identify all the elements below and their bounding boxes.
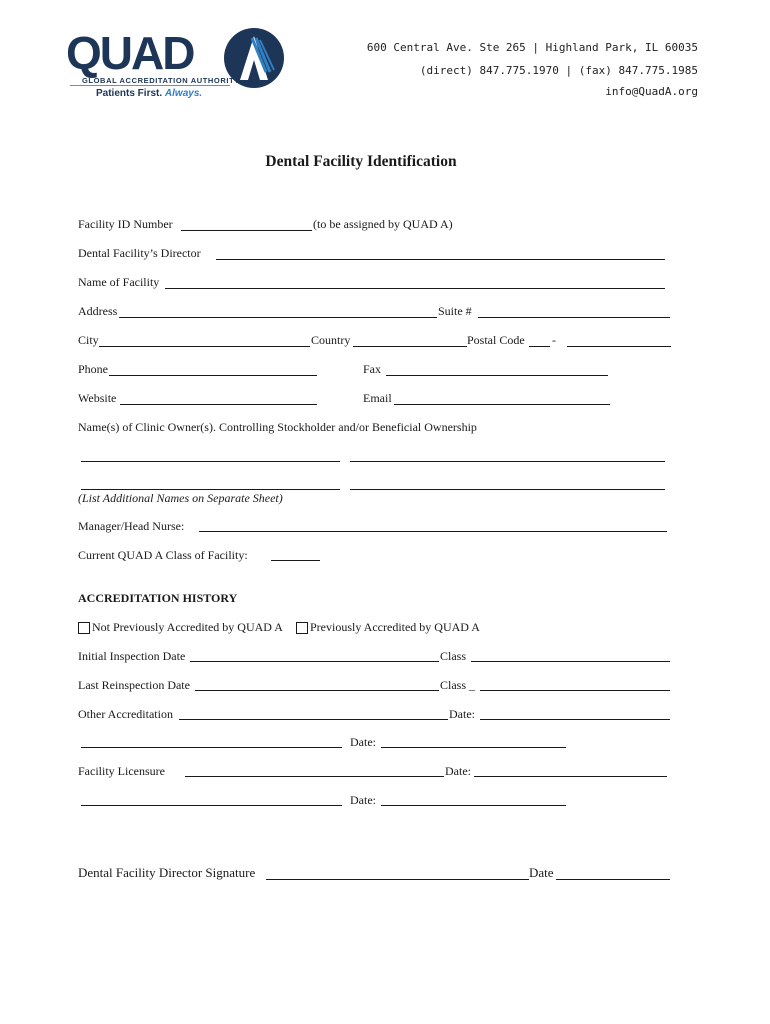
director-label: Dental Facility’s Director (78, 246, 201, 260)
facility-licensure-field-2[interactable] (81, 805, 342, 806)
tagline-main: Patients First. (96, 88, 163, 99)
suite-field[interactable] (478, 317, 670, 318)
phone-field[interactable] (109, 375, 317, 376)
country-label: Country (311, 333, 351, 347)
logo-subtitle: GLOBAL ACCREDITATION AUTHORITY (82, 76, 240, 85)
director-signature-field[interactable] (266, 879, 529, 880)
initial-class-label: Class (440, 649, 467, 663)
facility-licensure-label: Facility Licensure (78, 764, 165, 778)
owners-label: Name(s) of Clinic Owner(s). Controlling Stockholder and/or Beneficial Ownership (78, 420, 477, 434)
suite-label: Suite # (438, 304, 472, 318)
other-accreditation-date-label: Date: (449, 707, 475, 721)
manager-field[interactable] (199, 531, 667, 532)
last-reinspection-label: Last Reinspection Date (78, 678, 190, 692)
licensure-date-field-2[interactable] (381, 805, 566, 806)
other-accreditation-field-2[interactable] (81, 747, 342, 748)
facility-class-label: Current QUAD A Class of Facility: (78, 548, 248, 562)
logo-divider (70, 85, 230, 86)
header-address: 600 Central Ave. Ste 265 | Highland Park, IL 60035 (366, 41, 698, 54)
signature-date-label: Date (529, 865, 554, 880)
fax-field[interactable] (386, 375, 608, 376)
city-label: City (78, 333, 99, 347)
page-title: Dental Facility Identification (265, 153, 457, 170)
director-signature-label: Dental Facility Director Signature (78, 865, 256, 880)
owner-field-3[interactable] (81, 489, 340, 490)
postal-code-field-2[interactable] (567, 346, 671, 347)
reinspection-class-field[interactable] (480, 690, 670, 691)
licensure-date-label-2: Date: (350, 793, 376, 807)
not-previously-accredited-label: Not Previously Accredited by QUAD A (92, 620, 283, 634)
other-accreditation-date-label-2: Date: (350, 735, 376, 749)
header-phone-fax: (direct) 847.775.1970 | (fax) 847.775.1985 (419, 64, 698, 77)
logo-tagline (96, 88, 202, 99)
logo-wordmark: QUAD (66, 27, 194, 79)
city-field[interactable] (99, 346, 310, 347)
last-reinspection-date-field[interactable] (195, 690, 439, 691)
other-accreditation-field[interactable] (179, 719, 448, 720)
website-label: Website (78, 391, 117, 405)
email-label: Email (363, 391, 392, 405)
additional-names-note: (List Additional Names on Separate Sheet) (78, 491, 283, 505)
initial-inspection-label: Initial Inspection Date (78, 649, 186, 663)
previously-accredited-checkbox[interactable] (296, 622, 308, 634)
reinspection-class-label: Class _ (440, 678, 476, 692)
owner-field-4[interactable] (350, 489, 665, 490)
director-field[interactable] (216, 259, 665, 260)
postal-dash: - (552, 333, 556, 347)
other-accreditation-date-field[interactable] (480, 719, 670, 720)
email-field[interactable] (394, 404, 610, 405)
owner-field-2[interactable] (350, 461, 665, 462)
facility-name-label: Name of Facility (78, 275, 160, 289)
postal-code-label: Postal Code (467, 333, 525, 347)
manager-label: Manager/Head Nurse: (78, 519, 185, 533)
website-field[interactable] (120, 404, 317, 405)
owner-field-1[interactable] (81, 461, 340, 462)
licensure-date-field[interactable] (474, 776, 667, 777)
address-field[interactable] (119, 317, 437, 318)
phone-label: Phone (78, 362, 108, 376)
facility-id-label: Facility ID Number (78, 217, 173, 231)
country-field[interactable] (353, 346, 467, 347)
fax-label: Fax (363, 362, 381, 376)
initial-class-field[interactable] (471, 661, 670, 662)
other-accreditation-date-field-2[interactable] (381, 747, 566, 748)
initial-inspection-date-field[interactable] (190, 661, 439, 662)
licensure-date-label: Date: (445, 764, 471, 778)
header-email: info@QuadA.org (605, 85, 698, 98)
facility-id-field[interactable] (181, 230, 312, 231)
quad-a-logo (62, 26, 292, 106)
tagline-accent: Always. (164, 88, 203, 99)
signature-date-field[interactable] (556, 879, 670, 880)
other-accreditation-label: Other Accreditation (78, 707, 173, 721)
previously-accredited-label: Previously Accredited by QUAD A (310, 620, 480, 634)
facility-licensure-field[interactable] (185, 776, 444, 777)
facility-name-field[interactable] (165, 288, 665, 289)
facility-id-note: (to be assigned by QUAD A) (313, 217, 453, 231)
address-label: Address (78, 304, 118, 318)
accreditation-history-heading: ACCREDITATION HISTORY (78, 591, 238, 605)
facility-class-field[interactable] (271, 560, 320, 561)
postal-code-field-1[interactable] (529, 346, 550, 347)
not-previously-accredited-checkbox[interactable] (78, 622, 90, 634)
